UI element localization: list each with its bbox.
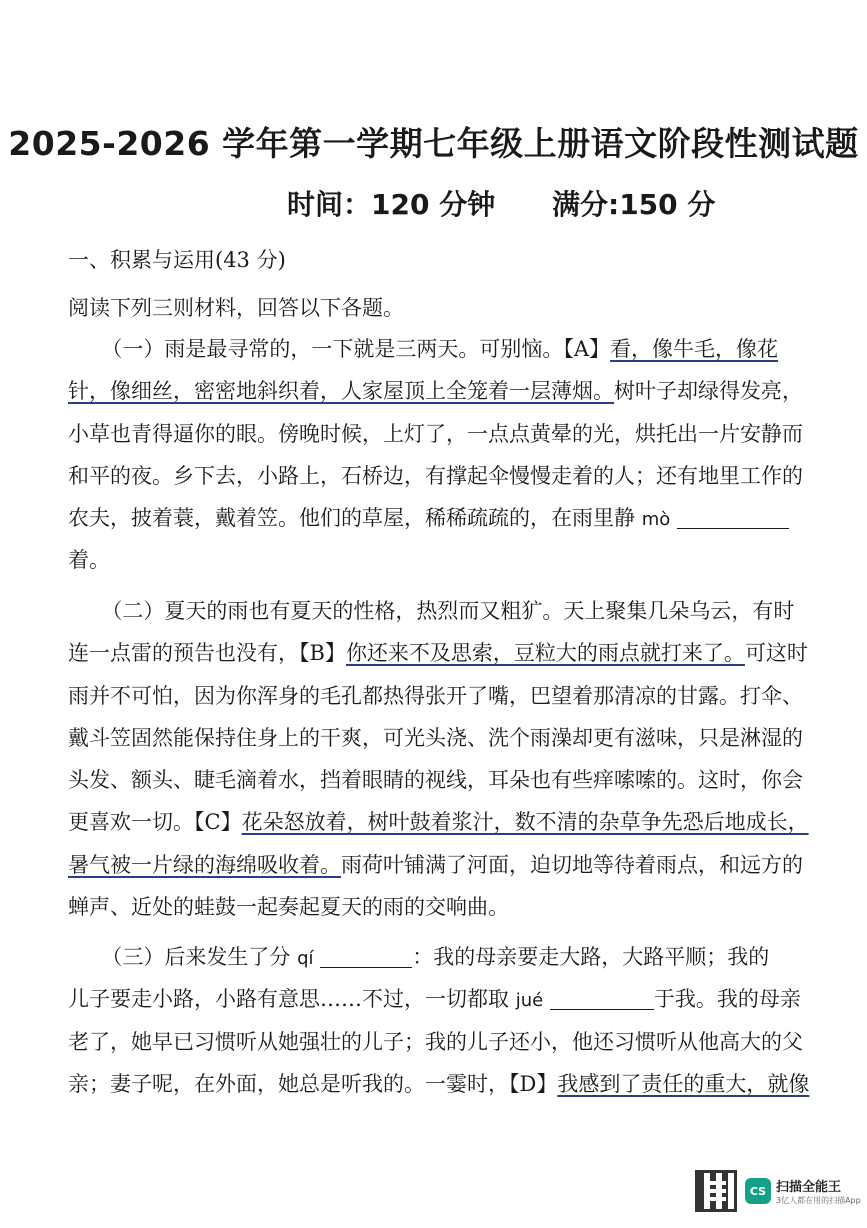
answer-blank-jue[interactable] (550, 987, 654, 1010)
exam-score: 满分:150 分 (552, 188, 716, 221)
passage-text: 可这时 (744, 641, 808, 666)
passage-2 (68, 590, 828, 928)
passage-line (68, 632, 828, 674)
pinyin-qi: qí (297, 948, 314, 969)
passage-3 (68, 936, 828, 1105)
passage-line (68, 590, 828, 632)
exam-time: 时间：120 分钟 (287, 188, 496, 221)
passage-line (68, 801, 828, 843)
passage-line: 着。 (68, 548, 110, 573)
passage-line: 蝉声、近处的蛙鼓一起奏起夏天的雨的交响曲。 (68, 895, 509, 920)
passage-line: 雨并不可怕，因为你浑身的毛孔都热得张开了嘴，巴望着那清凉的甘露。打伞、 (68, 683, 803, 708)
passage-line: 老了，她早已习惯听从她强壮的儿子；我的儿子还小，他还习惯听从他高大的父 (68, 1029, 803, 1054)
underlined-text-a: 看，像牛毛，像花 (610, 337, 779, 361)
passage-text: 雨荷叶铺满了河面，迫切地等待着雨点，和远方的 (341, 852, 803, 877)
camscanner-logo-icon: CS (745, 1178, 771, 1204)
passage-line (68, 497, 828, 539)
underlined-text-c: 花朵怒放着，树叶鼓着浆汁，数不清的杂草争先恐后地成长， (241, 810, 809, 835)
underlined-text-a: 针，像细丝，密密地斜织着，人家屋顶上全笼着一层薄烟。 (68, 379, 614, 404)
passage-1 (68, 328, 828, 582)
passage-text: 树叶子却绿得发亮， (614, 379, 803, 404)
pinyin-mo: mò (641, 509, 671, 531)
passage-line (68, 978, 828, 1020)
underlined-text-c: 暑气被一片绿的海绵吸收着。 (68, 852, 341, 877)
passage-text: （二）夏天的雨也有夏天的性格，热烈而又粗犷。天上聚集几朵乌云，有时 (101, 599, 795, 623)
passage-line (68, 936, 828, 978)
section-intro: 阅读下列三则材料，回答以下各题。 (68, 296, 404, 320)
brand-name: 扫描全能王 (776, 1180, 842, 1195)
passage-line (68, 1063, 828, 1105)
passage-line (68, 844, 828, 886)
passage-text: 于我。我的母亲 (653, 987, 801, 1012)
passage-text: 儿子要走小路，小路有意思……不过，一切都取 (68, 987, 516, 1012)
underlined-text-b: 你还来不及思索，豆粒大的雨点就打来了。 (345, 641, 745, 666)
passage-line: 戴斗笠固然能保持住身上的干爽，可光头浇、洗个雨澡却更有滋味，只是淋湿的 (68, 725, 803, 750)
passage-text: （一）雨是最寻常的，一下就是三两天。可别恼。【A】 (101, 337, 611, 361)
section-heading: 一、积累与运用(43 分) (68, 248, 286, 272)
passage-line: 小草也青得逼你的眼。傍晚时候，上灯了，一点点黄晕的光，烘托出一片安静而 (68, 421, 803, 446)
passage-line (68, 370, 828, 412)
underlined-text-d: 我感到了责任的重大，就像 (557, 1071, 810, 1096)
answer-blank-qi[interactable] (320, 945, 412, 968)
brand-tagline: 3亿人都在用的扫描App (776, 1196, 861, 1205)
passage-line: 头发、额头、睫毛滴着水，挡着眼睛的视线，耳朵也有些痒嗦嗦的。这时，你会 (68, 768, 803, 793)
passage-text: 连一点雷的预告也没有，【B】 (68, 641, 346, 666)
passage-text: 亲；妻子呢，在外面，她总是听我的。一霎时，【D】 (68, 1071, 558, 1096)
scanner-watermark (695, 1166, 861, 1216)
passage-text: 更喜欢一切。【C】 (68, 810, 242, 835)
pinyin-jue: jué (515, 990, 544, 1012)
qr-code-icon (695, 1170, 737, 1212)
passage-line: 和平的夜。乡下去，小路上，石桥边，有撑起伞慢慢走着的人；还有地里工作的 (68, 463, 803, 488)
answer-blank-mo[interactable] (677, 506, 789, 529)
passage-text: 农夫，披着蓑，戴着笠。他们的草屋，稀稀疏疏的，在雨里静 (68, 506, 642, 531)
passage-text: ：我的母亲要走大路，大路平顺；我的 (412, 945, 770, 969)
passage-line (68, 328, 828, 370)
passage-text: （三）后来发生了分 (101, 945, 298, 969)
brand-block (776, 1176, 861, 1206)
exam-title: 2025-2026 学年第一学期七年级上册语文阶段性测试题 (8, 124, 859, 163)
